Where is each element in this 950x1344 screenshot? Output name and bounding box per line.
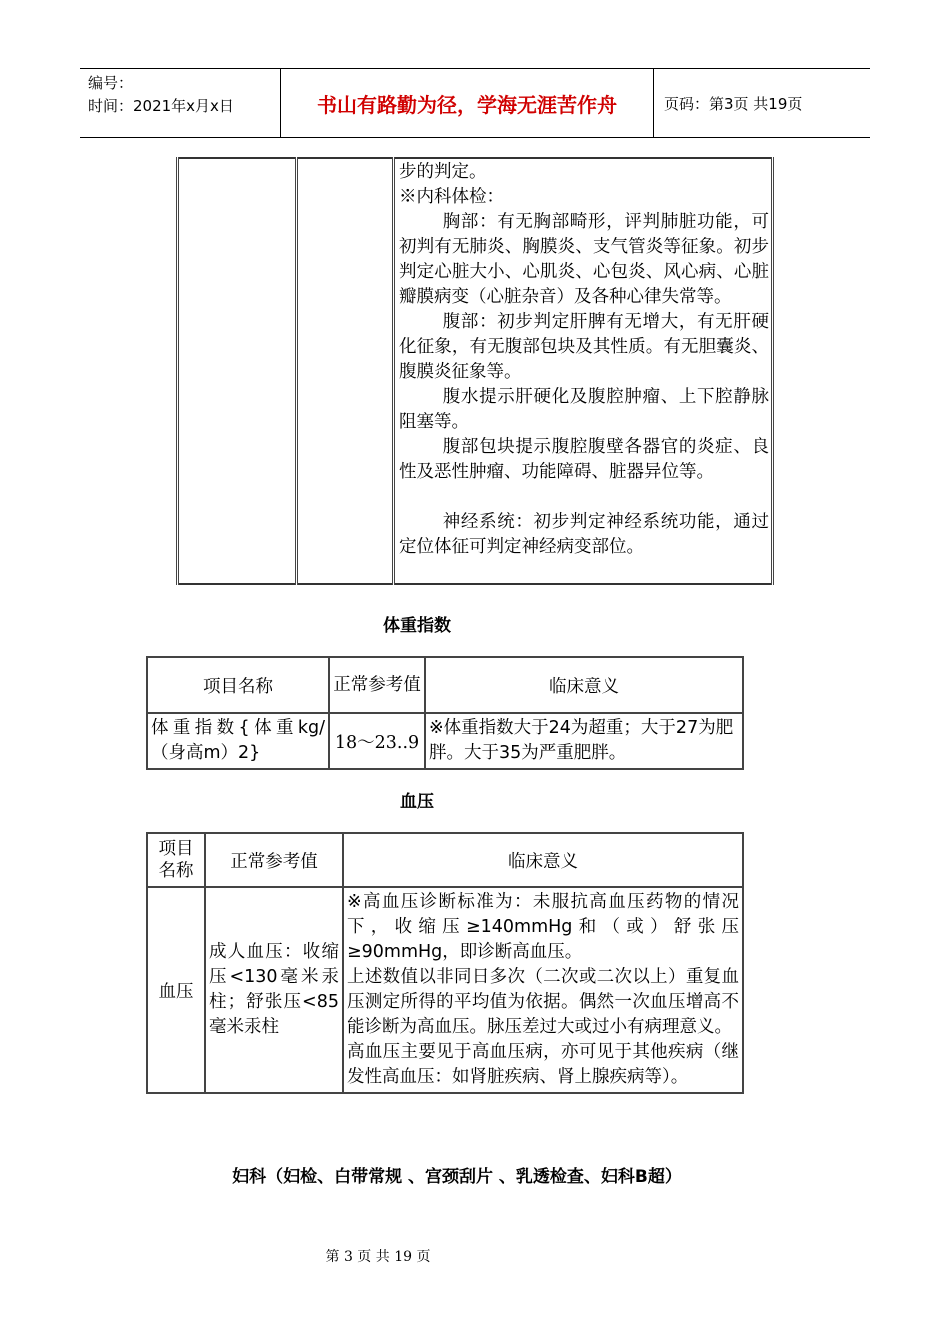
doc-number-label: 编号： [88,74,134,92]
bp-header-normal: 正常参考值 [205,833,343,887]
physical-exam-table [176,157,774,585]
bmi-normal-value: 18～23..9 [329,713,425,769]
bp-header-meaning: 临床意义 [343,833,743,887]
blood-pressure-table [146,832,744,1094]
bp-meaning-line: ※高血压诊断标准为：未服抗高血压药物的情况下，收缩压≥140mmHg和（或）舒张压≥90mmHg，即诊断高血压。 [347,892,739,962]
bp-item-name: 血压 [147,887,205,1093]
exam-col-item [178,158,297,584]
header-meta [80,69,281,137]
bp-title: 血压 [400,792,434,812]
bmi-header-name: 项目名称 [147,657,329,713]
page-header [80,68,870,138]
page-footer: 第 3 页 共 19 页 [325,1249,431,1265]
exam-col-meaning [394,158,773,584]
bp-meaning-line: 上述数值以非同日多次（二次或二次以上）重复血压测定所得的平均值为依据。偶然一次血压增高不能诊断为高血压。脉压差过大或过小有病理意义。 [347,967,739,1037]
bmi-title: 体重指数 [383,616,451,636]
bp-normal-value: 成人血压：收缩压<130毫米汞柱；舒张压<85毫米汞柱 [205,887,343,1093]
bmi-table [146,656,744,770]
exam-line: 腹部包块提示腹腔腹壁各器官的炎症、良性及恶性肿瘤、功能障碍、脏器异位等。 [399,437,769,482]
bmi-header-normal: 正常参考值 [329,657,425,713]
gynecology-title: 妇科（妇检、白带常规 、宫颈刮片 、乳透检查、妇科B超） [232,1167,682,1187]
exam-line: ※内科体检： [399,187,504,207]
bmi-item-name: 体重指数{体重kg/（身高m）2} [147,713,329,769]
exam-line: 胸部：有无胸部畸形，评判肺脏功能，可初判有无肺炎、胸膜炎、支气管炎等征象。初步判定心脏大小、心肌炎、心包炎、风心病、心脏瓣膜病变（心脏杂音）及各种心律失常等。 [399,212,769,307]
exam-line: 神经系统：初步判定神经系统功能，通过定位体征可判定神经病变部位。 [399,512,769,557]
exam-line: 腹部：初步判定肝脾有无增大，有无肝硬化征象，有无腹部包块及其性质。有无胆囊炎、腹膜炎征象等。 [399,312,769,382]
header-page-info: 页码：第3页 共19页 [664,94,803,113]
exam-line: 步的判定。 [399,162,487,182]
bmi-meaning: ※体重指数大于24为超重；大于27为肥胖。大于35为严重肥胖。 [425,713,743,769]
blank-line [399,485,769,510]
bp-header-name: 项目名称 [147,833,205,887]
exam-line: 腹水提示肝硬化及腹腔肿瘤、上下腔静脉阻塞等。 [399,387,769,432]
bp-meaning [343,887,743,1093]
exam-col-normal [297,158,394,584]
bp-meaning-line: 高血压主要见于高血压病，亦可见于其他疾病（继发性高血压：如肾脏疾病、肾上腺疾病等）。 [347,1042,739,1087]
date-label: 时间：2021年x月x日 [88,97,234,115]
bmi-header-meaning: 临床意义 [425,657,743,713]
header-motto: 书山有路勤为径，学海无涯苦作舟 [281,69,654,137]
